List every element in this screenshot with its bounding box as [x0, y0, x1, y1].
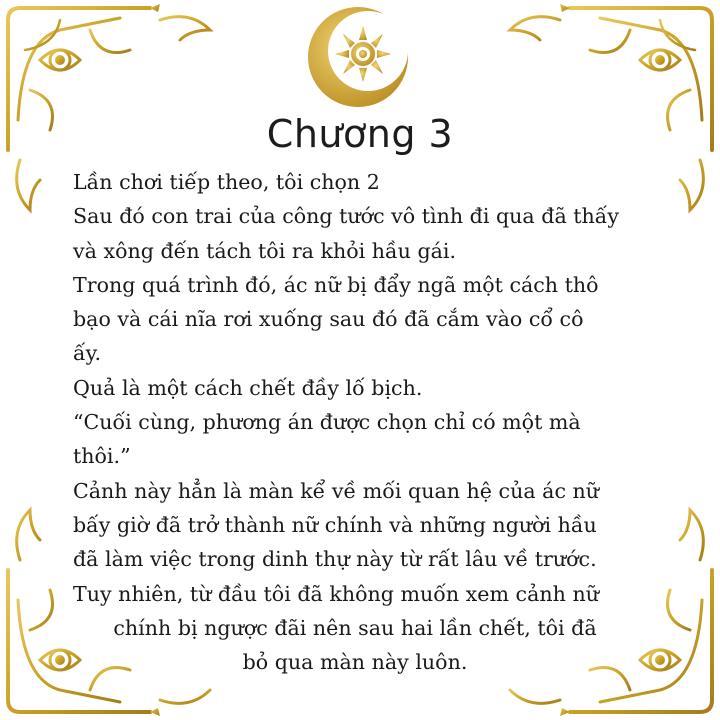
text-line: bỏ qua màn này luôn.: [242, 650, 468, 675]
sun-moon-emblem-icon: [305, 4, 411, 110]
chapter-body: [73, 165, 673, 679]
text-line: Cảnh này hẳn là màn kể về mối quan hệ của ác nữ: [73, 478, 600, 503]
text-line: Tuy nhiên, từ đầu tôi đã không muốn xem cảnh nữ: [73, 581, 599, 606]
text-line: Lần chơi tiếp theo, tôi chọn 2: [73, 170, 380, 194]
text-line: Sau đó con trai của công tước vô tình đi qua đã thấy: [73, 204, 620, 229]
text-line: chính bị ngược đãi nên sau hai lần chết, tôi đã: [113, 615, 597, 640]
text-line: và xông đến tách tôi ra khỏi hầu gái.: [73, 238, 457, 263]
text-line: Trong quá trình đó, ác nữ bị đẩy ngã một cách thô: [73, 272, 599, 297]
text-line: bấy giờ đã trở thành nữ chính và những người hầu: [73, 512, 597, 537]
text-line: thôi.”: [73, 444, 131, 469]
text-line: “Cuối cùng, phương án được chọn chỉ có một mà: [73, 410, 581, 435]
text-line: đã làm việc trong dinh thự này từ rất lâu về trước.: [73, 547, 597, 572]
text-line: bạo và cái nĩa rơi xuống sau đó đã cắm vào cổ cô: [73, 307, 584, 332]
chapter-title: Chương 3: [266, 112, 454, 156]
text-line: Quả là một cách chết đầy lố bịch.: [73, 375, 423, 400]
text-line: ấy.: [73, 341, 102, 366]
